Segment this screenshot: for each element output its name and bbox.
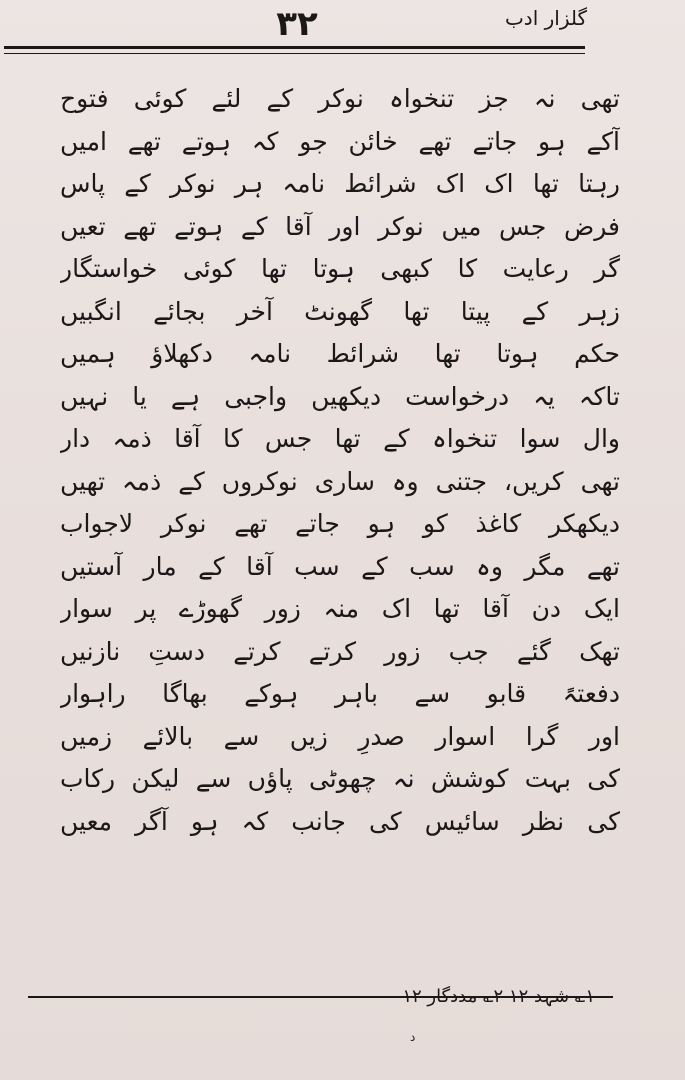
- poem-line: تھی نہ جز تنخواہ نوکر کے لئے کوئی فتوح: [60, 84, 620, 113]
- poem-line: تھی کریں، جتنی وہ ساری نوکروں کے ذمہ تھیں: [60, 466, 620, 496]
- poem-line: وال سوا تنخواہ کے تھا جس کا آقا ذمہ دار: [60, 424, 620, 453]
- header-rule-thin: [4, 53, 585, 54]
- signature-mark: د: [410, 1030, 416, 1044]
- poem-line: کی بہت کوشش نہ چھوٹی پاؤں سے لیکن رکاب: [60, 764, 620, 793]
- running-title: گلزار ادب: [504, 6, 587, 30]
- poem-line: حکم ہوتا تھا شرائط نامہ دکھلاؤ ہمیں: [60, 339, 620, 368]
- page-header: [0, 0, 685, 60]
- poem-line: اور گرا اسوار صدرِ زیں سے بالائے زمیں: [60, 721, 620, 751]
- poem-line: فرض جس میں نوکر اور آقا کے ہوتے تھے تعیں: [60, 211, 620, 241]
- poem-line: زہر کے پیتا تھا گھونٹ آخر بجائے انگبیں: [60, 296, 620, 326]
- poem-body: [60, 78, 620, 843]
- poem-line: تھک گئے جب زور کرتے کرتے دستِ نازنیں: [60, 636, 620, 666]
- footnote: ۱؎ شہد ۱۲ ۲؎ مددگار ۱۲: [402, 986, 595, 1007]
- header-rule: [4, 46, 585, 49]
- poem-line: آکے ہو جاتے تھے خائن جو کہ ہوتے تھے امیں: [60, 126, 620, 156]
- poem-line: دفعتہً قابو سے باہر ہوکے بھاگا راہوار: [60, 679, 620, 708]
- poem-line: دیکھکر کاغذ کو ہو جاتے تھے نوکر لاجواب: [60, 509, 620, 538]
- poem-line: رہتا تھا اک اک شرائط نامہ ہر نوکر کے پاس: [60, 169, 620, 198]
- poem-line: ایک دن آقا تھا اک منہ زور گھوڑے پر سوار: [60, 594, 620, 623]
- poem-line: تاکہ یہ درخواست دیکھیں واجبی ہے یا نہیں: [60, 381, 620, 411]
- poem-line: کی نظر سائیس کی جانب کہ ہو آگر معیں: [60, 806, 620, 836]
- poem-line: تھے مگر وہ سب کے سب آقا کے مار آستیں: [60, 551, 620, 581]
- page-number: ۳۲: [276, 4, 318, 44]
- poem-line: گر رعایت کا کبھی ہوتا تھا کوئی خواستگار: [60, 254, 620, 283]
